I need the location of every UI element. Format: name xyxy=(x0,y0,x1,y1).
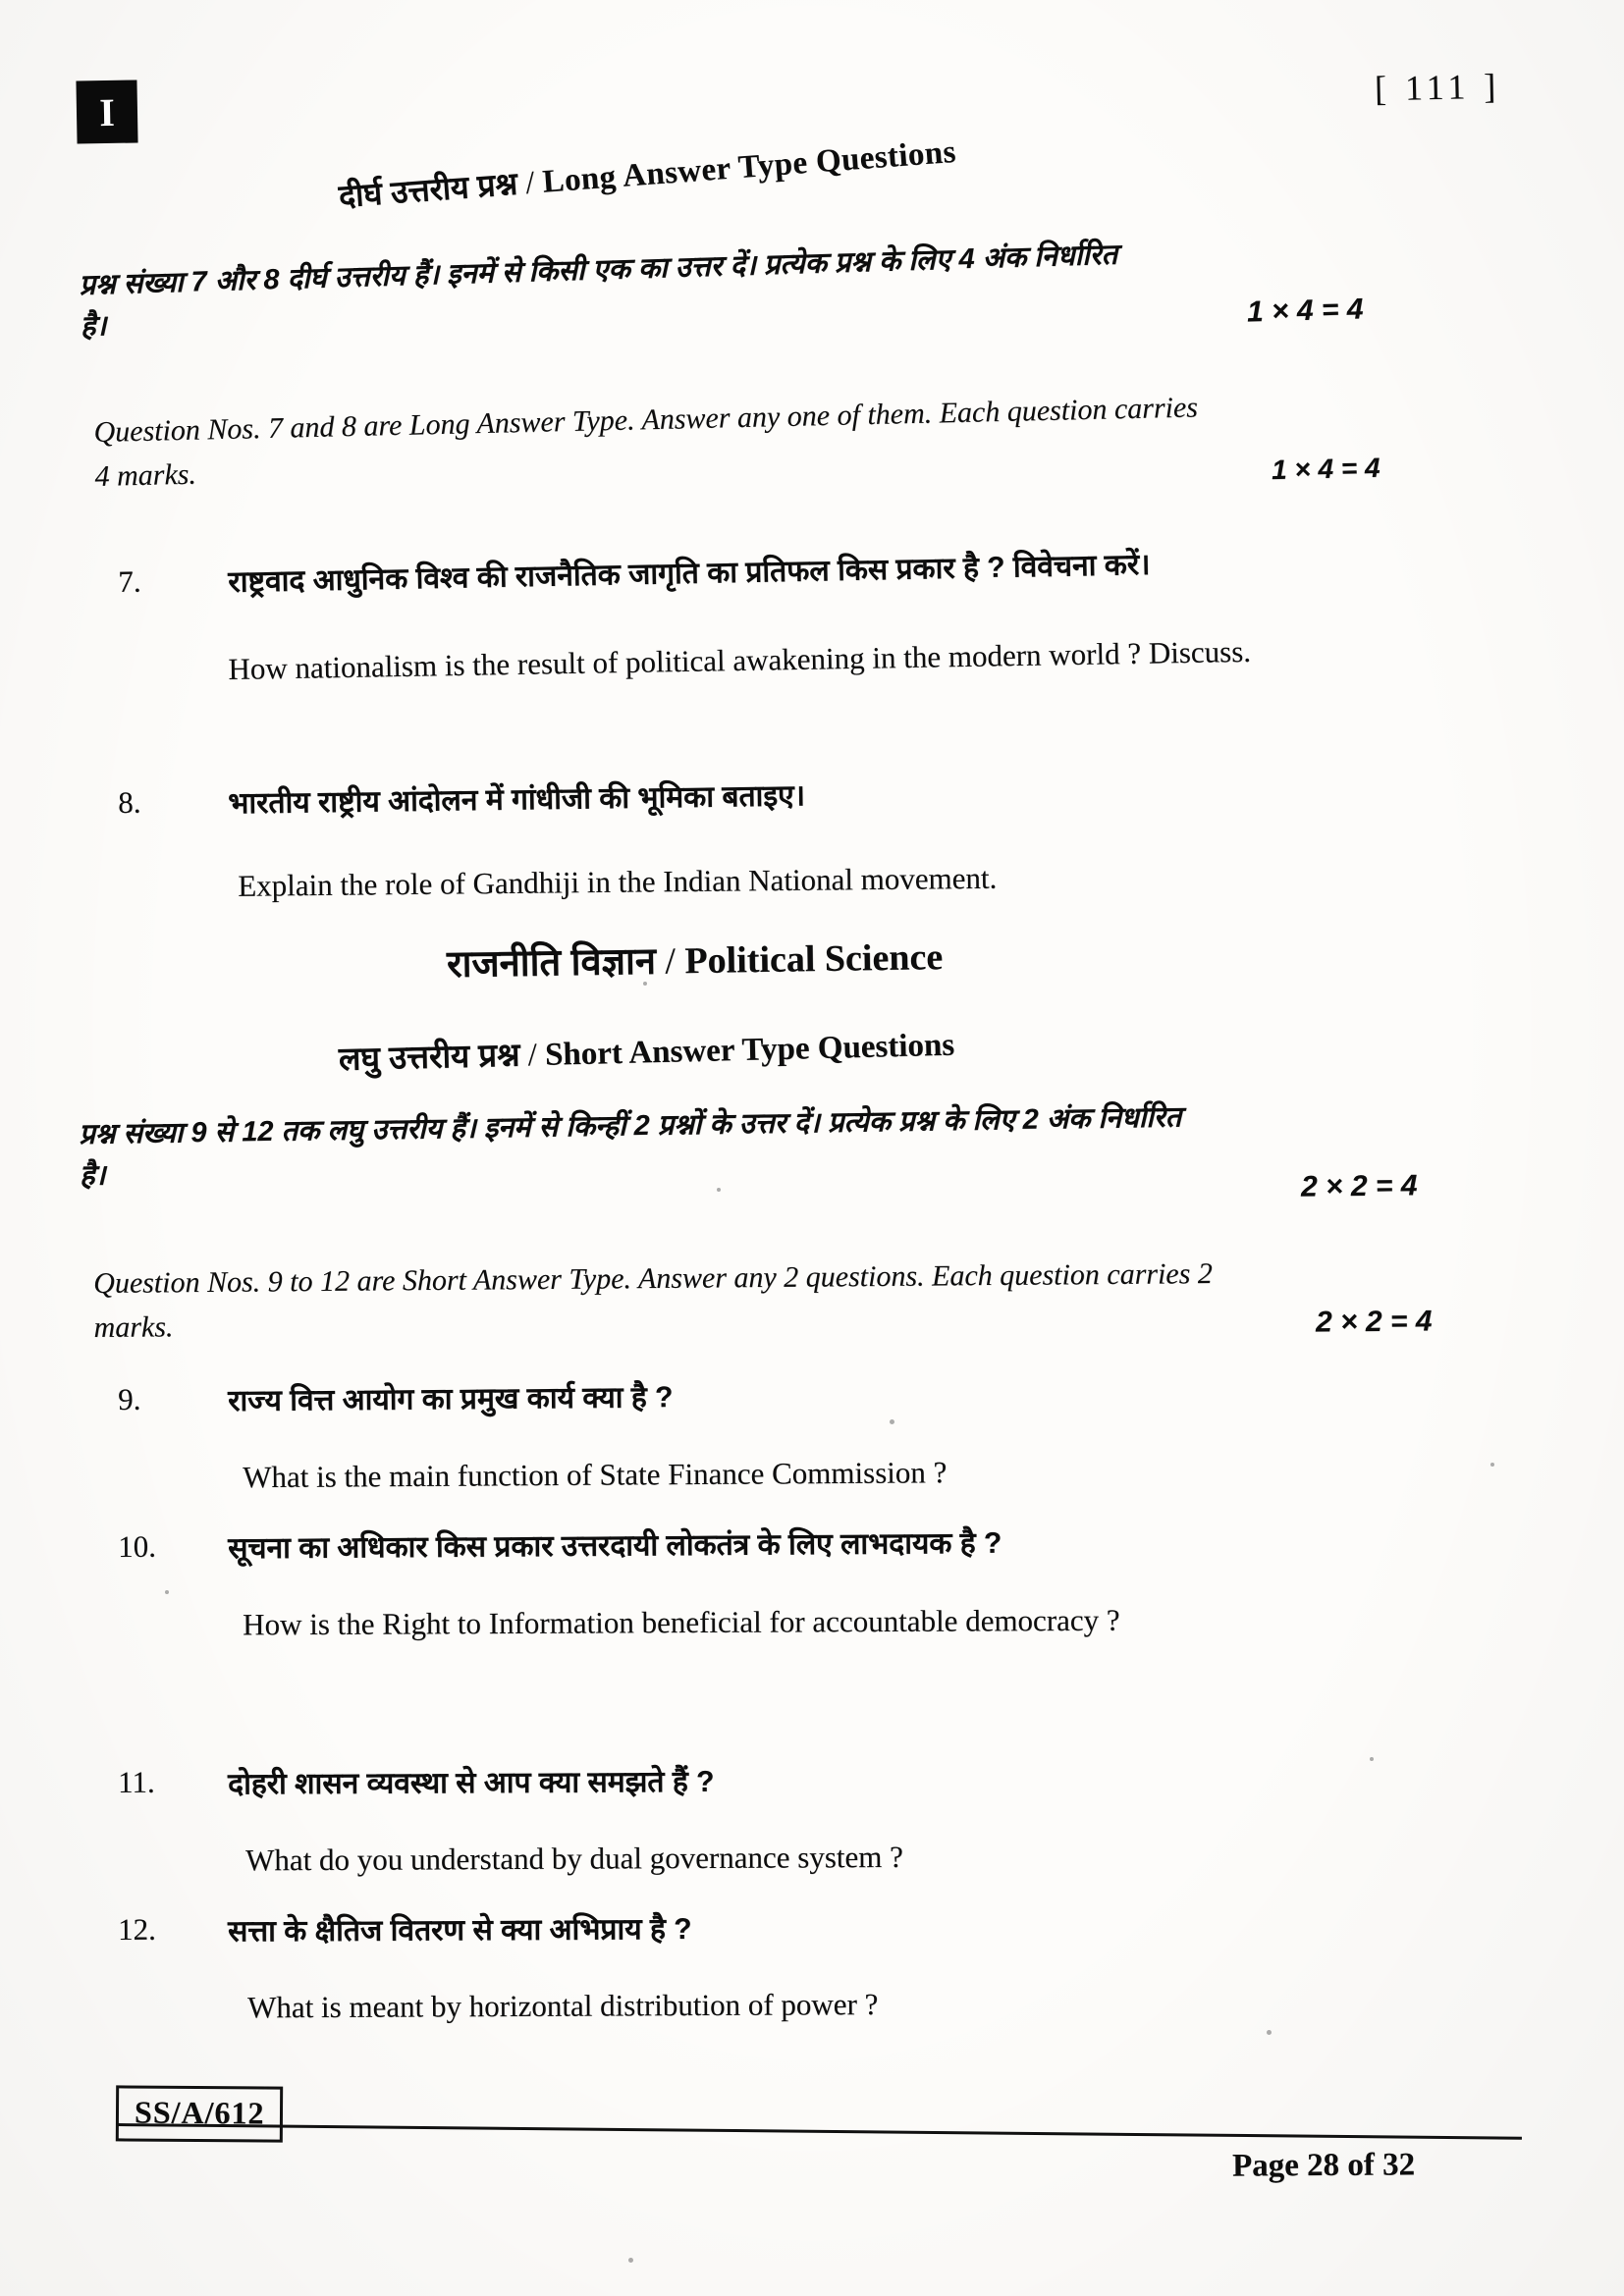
footer-divider xyxy=(118,2123,1522,2140)
question-item-11 xyxy=(118,1757,1532,1806)
long-answer-heading-english: Long Answer Type Questions xyxy=(541,133,957,200)
question-number: 10. xyxy=(118,1528,156,1564)
question-text-hindi: राष्ट्रवाद आधुनिक विश्व की राजनैतिक जागृति का प्रतिफल किस प्रकार है ? विवेचना करें। xyxy=(228,548,1151,599)
short-answer-heading-english: Short Answer Type Questions xyxy=(544,1027,955,1073)
long-answer-marks-english: 1 × 4 = 4 xyxy=(1271,452,1380,486)
long-answer-instruction-hindi: प्रश्न संख्या 7 और 8 दीर्घ उत्तरीय हैं। इनमें से किसी एक का उत्तर दें। प्रत्येक प्रश्न के लिए 4 अंक निर्धारित है। xyxy=(79,239,1118,344)
question-text-english: What do you understand by dual governance system ? xyxy=(245,1839,903,1878)
question-item-7-english xyxy=(118,625,1425,695)
short-answer-marks-hindi: 2 × 2 = 4 xyxy=(1300,1169,1418,1203)
question-text-english: How nationalism is the result of political awakening in the modern world ? Discuss. xyxy=(228,633,1252,687)
question-item-12-english xyxy=(137,1978,1463,2032)
long-answer-marks-hindi: 1 × 4 = 4 xyxy=(1246,293,1364,329)
question-item-10 xyxy=(118,1520,1532,1571)
short-answer-heading-hindi: लघु उत्तरीय प्रश्न xyxy=(338,1036,520,1077)
question-item-7 xyxy=(118,537,1533,606)
page-number-header: [ 111 ] xyxy=(1374,66,1501,109)
question-text-hindi: राज्य वित्त आयोग का प्रमुख कार्य क्या है ? xyxy=(228,1381,674,1418)
question-item-12 xyxy=(118,1904,1532,1953)
question-item-8-english xyxy=(128,850,1434,911)
section-marker-badge: I xyxy=(76,80,137,143)
question-item-9 xyxy=(118,1369,1532,1423)
question-number: 12. xyxy=(118,1911,156,1947)
page-of-label: Page 28 of 32 xyxy=(1231,2147,1416,2184)
long-answer-heading-hindi: दीर्घ उत्तरीय प्रश्न xyxy=(337,165,519,214)
paper-code: SS/A/612 xyxy=(116,2085,284,2142)
subject-heading xyxy=(447,930,944,988)
short-answer-instruction-english: Question Nos. 9 to 12 are Short Answer Type. Answer any 2 questions. Each question carries 2 marks. xyxy=(93,1257,1213,1344)
subject-heading-english: Political Science xyxy=(684,936,944,983)
question-item-8 xyxy=(118,766,1532,827)
short-answer-instruction-hindi: प्रश्न संख्या 9 से 12 तक लघु उत्तरीय हैं। इनमें से किन्हीं 2 प्रश्नों के उत्तर दें। प्रत्येक प्रश्न के लिए 2 अंक निर्धारित है। xyxy=(79,1101,1182,1193)
short-answer-marks-english: 2 × 2 = 4 xyxy=(1315,1305,1433,1339)
short-answer-heading xyxy=(338,1021,954,1080)
question-number: 11. xyxy=(118,1764,155,1799)
question-item-11-english xyxy=(135,1831,1461,1885)
question-number: 7. xyxy=(118,563,141,599)
question-text-english: Explain the role of Gandhiji in the Indian National movement. xyxy=(238,860,998,903)
subject-heading-hindi: राजनीति विज्ञान xyxy=(446,940,657,986)
heading-separator: / xyxy=(655,940,685,983)
question-item-10-english xyxy=(133,1595,1507,1649)
question-text-english: What is meant by horizontal distribution of power ? xyxy=(247,1987,879,2025)
question-number: 8. xyxy=(118,784,141,820)
question-text-hindi: सत्ता के क्षैतिज वितरण से क्या अभिप्राय है ? xyxy=(228,1912,692,1949)
question-text-hindi: सूचना का अधिकार किस प्रकार उत्तरदायी लोकतंत्र के लिए लाभदायक है ? xyxy=(228,1526,1002,1566)
heading-separator: / xyxy=(515,164,544,202)
question-item-9-english xyxy=(133,1446,1438,1502)
question-text-hindi: भारतीय राष्ट्रीय आंदोलन में गांधीजी की भूमिका बताइए। xyxy=(228,779,806,821)
question-text-english: How is the Right to Information beneficial for accountable democracy ? xyxy=(243,1602,1120,1642)
heading-separator: / xyxy=(518,1037,546,1074)
long-answer-instruction-english: Question Nos. 7 and 8 are Long Answer Type. Answer any one of them. Each question carries 4 marks. xyxy=(93,391,1199,493)
long-answer-heading xyxy=(337,130,957,217)
question-text-hindi: दोहरी शासन व्यवस्था से आप क्या समझते हैं ? xyxy=(228,1765,715,1801)
question-text-english: What is the main function of State Finance Commission ? xyxy=(243,1455,947,1495)
question-number: 9. xyxy=(118,1381,141,1416)
